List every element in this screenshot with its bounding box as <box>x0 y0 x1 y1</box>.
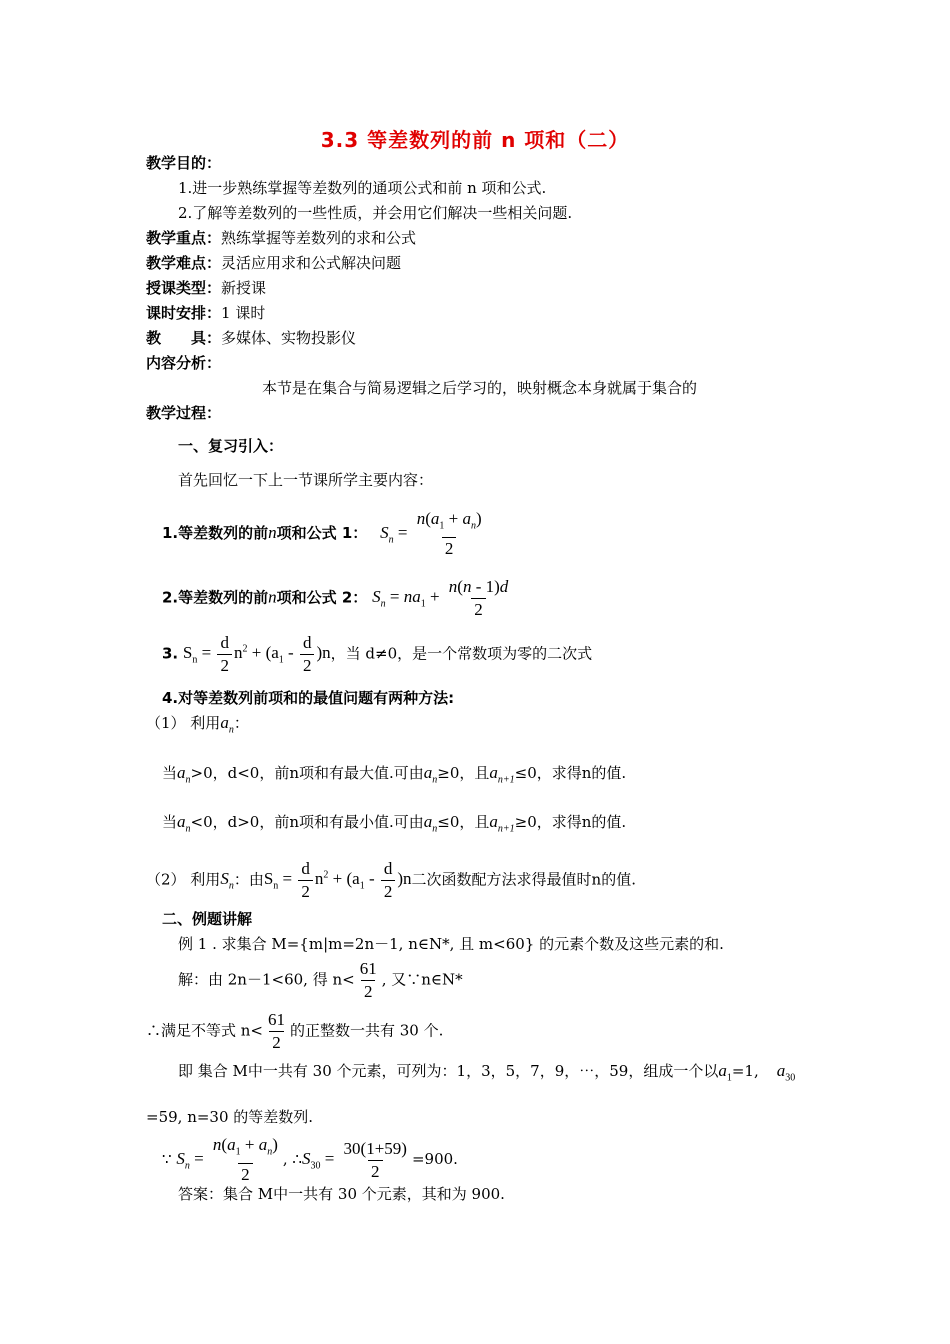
tools-label: 教 具： <box>146 329 222 347</box>
analysis-label: 内容分析： <box>146 354 222 372</box>
example-1: 例 1 . 求集合 M={m|m=2n－1, n∈N*, 且 m<60} 的元素个数及这些元素的和. <box>178 935 724 953</box>
sum-row <box>162 1134 458 1186</box>
case-1-row <box>162 762 626 785</box>
analysis-text: 本节是在集合与简易逻辑之后学习的，映射概念本身就属于集合的 <box>262 379 698 397</box>
case-2-b: ≤0，且 <box>437 813 490 831</box>
method-2-mid: ：由 <box>233 870 264 889</box>
case-2-c: ≥0，求得n的值. <box>514 813 627 831</box>
formula-1: $S_n$ = $\frac{n(a_1 + a_n)}{2}$ <box>380 509 482 559</box>
solution-end: , 又∵n∈N* <box>381 970 463 989</box>
therefore-row <box>146 1009 443 1054</box>
var-n: n <box>268 523 277 543</box>
formula-2: $S_n = na_1$ + $\frac{n(n - 1)d}{2}$ <box>372 577 509 619</box>
s30-formula: $S_{30}$ = $\frac{30(1+59)}{2}$ <box>301 1138 407 1181</box>
case-2-a: <0，d>0，前n项和有最小值.可由 <box>190 813 424 831</box>
formula-3-label: 3. <box>162 644 179 663</box>
objectives-label: 教学目的： <box>146 154 222 172</box>
method-1-row: （1） 利用$a_n$： <box>146 713 249 736</box>
case-2-when: 当 <box>162 813 178 831</box>
answer: 答案：集合 M中一共有 30 个元素，其和为 900. <box>178 1185 505 1203</box>
method-2-label: （2） 利用 <box>146 870 221 889</box>
difficulty-row <box>146 252 401 273</box>
hours-value: 1 课时 <box>221 304 266 322</box>
case-1-c: ≤0，求得n的值. <box>514 764 627 782</box>
hours-row <box>146 302 265 323</box>
key-points-row <box>146 227 416 248</box>
frac-61-2: $\frac{61}{2}$ <box>359 959 377 1001</box>
var-an: $a_n$ <box>177 763 191 786</box>
sum-formula: $S_n$ = $\frac{n(a_1 + a_n)}{2}$ <box>176 1135 278 1185</box>
formula-1-label: 1.等差数列的前 <box>162 524 269 543</box>
frac-61-2: $\frac{61}{2}$ <box>268 1010 285 1052</box>
tools-row <box>146 327 356 348</box>
objective-1: 1.进一步熟练掌握等差数列的通项公式和前 n 项和公式. <box>178 179 547 197</box>
case-2-row <box>162 811 626 834</box>
therefore-end: 的正整数一共有 30 个. <box>290 1021 444 1040</box>
var-n: n <box>268 587 277 607</box>
formula-3-note: ，当 d≠0，是一个常数项为零的二次式 <box>330 644 593 663</box>
var-an: $a_n$ <box>423 812 438 835</box>
item-4: 4.对等差数列前项和的最值问题有两种方法: <box>162 689 455 707</box>
solution-start: 解：由 2n－1<60, 得 n< <box>178 970 355 989</box>
var-sn: $S_n$ <box>220 869 234 892</box>
var-an1: $a_{n+1}$ <box>489 763 515 786</box>
var-an: $a_n$ <box>220 713 234 736</box>
because-symbol: ∵ <box>162 1150 172 1169</box>
key-points-value: 熟练掌握等差数列的求和公式 <box>221 229 417 247</box>
page-title: 3.3 等差数列的前 n 项和（二） <box>320 128 630 152</box>
var-an1: $a_{n+1}$ <box>489 812 515 835</box>
var-a1: $a_1$ <box>718 1061 732 1084</box>
method-1-label: （1） 利用 <box>146 714 221 732</box>
var-an: $a_n$ <box>423 763 438 786</box>
tools-value: 多媒体、实物投影仪 <box>221 329 357 347</box>
a1-eq: =1, <box>731 1062 759 1080</box>
therefore-symbol: , ∴ <box>282 1150 302 1169</box>
formula-1-suffix: 项和公式 1： <box>276 524 368 543</box>
solution-row <box>178 958 463 1003</box>
var-a30: $a_{30}$ <box>776 1061 796 1084</box>
review-intro: 首先回忆一下上一节课所学主要内容： <box>178 471 434 489</box>
difficulty-label: 教学难点： <box>146 254 222 272</box>
case-1-b: ≥0，且 <box>437 764 490 782</box>
key-points-label: 教学重点： <box>146 229 222 247</box>
section2-heading: 二、例题讲解 <box>162 910 253 928</box>
objective-2: 2.了解等差数列的一些性质，并会用它们解决一些相关问题. <box>178 204 573 222</box>
eq-line: =59, n=30 的等差数列. <box>146 1108 314 1126</box>
formula-2-suffix: 项和公式 2： <box>276 588 368 607</box>
method-2-tail: 二次函数配方法求得最值时n的值. <box>411 870 636 889</box>
formula-2-label: 2.等差数列的前 <box>162 588 269 607</box>
hours-label: 课时安排： <box>146 304 222 322</box>
list-text: 即 集合 M中一共有 30 个元素，可列为：1，3，5，7，9，⋯，59，组成一个以 <box>178 1062 719 1080</box>
method-2-row <box>146 858 636 903</box>
therefore-start: ∴满足不等式 n< <box>146 1021 263 1040</box>
formula-3-row <box>162 632 592 677</box>
type-label: 授课类型： <box>146 279 222 297</box>
case-1-when: 当 <box>162 764 178 782</box>
section1-heading: 一、复习引入： <box>178 437 284 455</box>
type-value: 新授课 <box>221 279 267 297</box>
formula-1-row <box>162 508 487 560</box>
difficulty-value: 灵活应用求和公式解决问题 <box>221 254 402 272</box>
process-label: 教学过程： <box>146 404 222 422</box>
formula-3: $S_n$ = $\frac{d}{2}$ $n^2 + (a_1$ - $\frac{d}{2}$ )n <box>182 633 331 675</box>
sum-result: =900. <box>411 1150 458 1169</box>
type-row <box>146 277 266 298</box>
formula-sn-quadratic: $S_n$ = $\frac{d}{2}$ $n^2 + (a_1$ - $\frac{d}{2}$ )n <box>263 859 412 901</box>
var-an: $a_n$ <box>177 812 191 835</box>
list-row <box>178 1060 795 1083</box>
formula-2-row <box>162 576 513 621</box>
case-1-a: >0，d<0，前n项和有最大值.可由 <box>190 764 424 782</box>
